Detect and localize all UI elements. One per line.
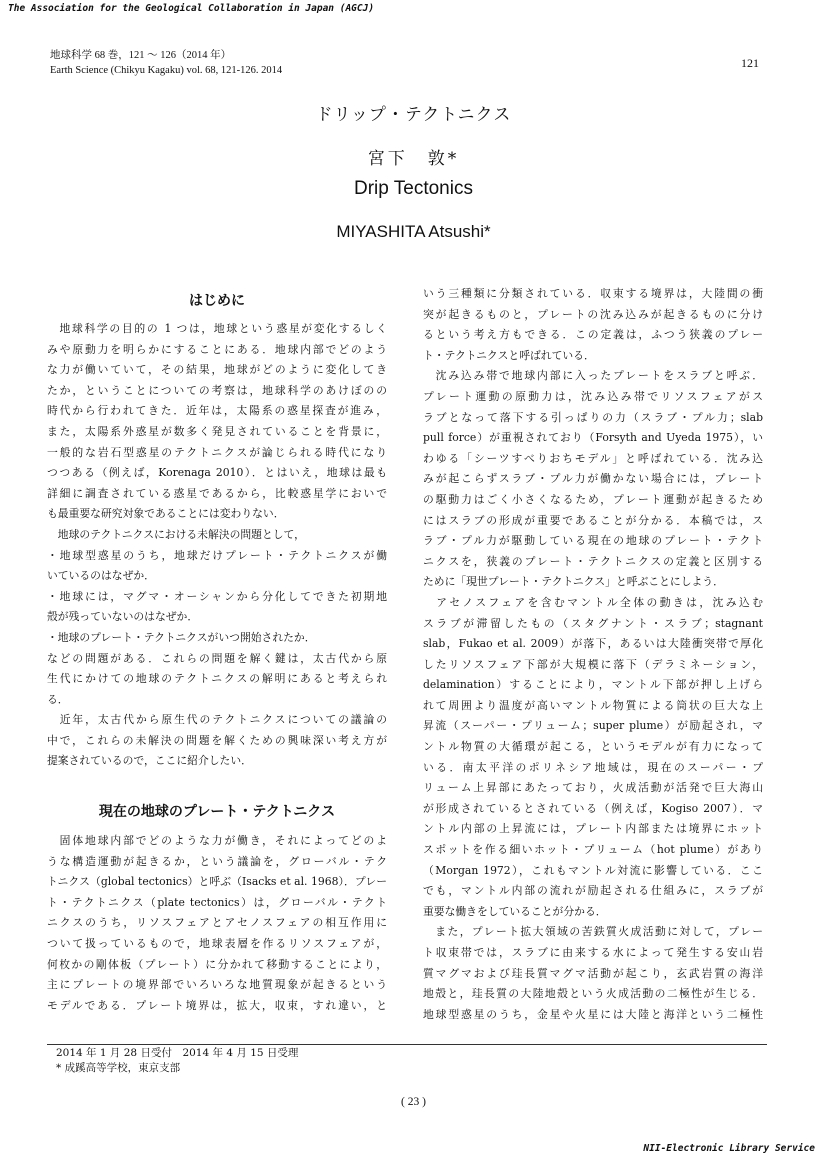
- text-line: 地殻と，珪長質の大陸地殻という火成活動の二極性が生じる．: [423, 987, 763, 1001]
- text-line: 一般的な岩石型惑星のテクトニクスが論じられる時代になり: [47, 445, 387, 459]
- text-line: ト・テクトニクスと呼ばれている．: [423, 348, 595, 362]
- text-line: モデルである．プレート境界は，拡大，収束，すれ違い，と: [47, 998, 387, 1012]
- text-line: （Morgan 1972），これもマントル対流に影響している．ここ: [423, 863, 763, 877]
- text-line: 生代にかけての地球のテクトニクスの解明にあると考えられ: [47, 672, 387, 686]
- title-english: Drip Tectonics: [354, 178, 473, 199]
- text-line: みが起こらずスラブ・プル力が働かない場合には，プレート: [423, 472, 763, 486]
- section-heading-plate-tectonics: 現在の地球のプレート・テクトニクス: [98, 804, 336, 820]
- introduction-body: [47, 319, 387, 772]
- library-service-footer: NII-Electronic Library Service: [643, 1143, 815, 1154]
- text-line: ・地球には，マグマ・オーシャンから分化してできた初期地: [47, 589, 387, 603]
- text-line: る．: [47, 692, 69, 706]
- text-line: 時代から行われてきた．近年は，太陽系の惑星探査が進み，: [47, 404, 387, 418]
- text-line: でも，マントル内部の流れが励起される仕組みに，スラブが: [423, 884, 763, 898]
- text-line: ために「現世プレート・テクトニクス」と呼ぶことにしよう．: [423, 575, 724, 589]
- journal-citation-jp: 地球科学 68 巻，121 ～ 126（2014 年）: [50, 50, 232, 61]
- text-line: いているのはなぜか．: [47, 569, 155, 583]
- text-line: スラブが滞留したもの（スタグナント・スラブ；stagnant: [423, 616, 763, 630]
- text-line: にはスラブの形成が重要であることが分かる．本稿では，ス: [423, 513, 763, 527]
- footnote-divider: [47, 1044, 767, 1045]
- text-line: 突が起きるものと，プレートの沈み込みが起きるものに分け: [423, 307, 763, 321]
- text-line: また，太陽系外惑星が数多く発見されていることを背景に，: [47, 424, 387, 438]
- text-line: 沈み込み帯で地球内部に入ったプレートをスラブと呼ぶ．: [423, 369, 763, 383]
- text-line: 近年，太古代から原生代のテクトニクスについての議論の: [47, 713, 387, 727]
- text-line: たか，ということについての考察は，地球科学のあけぼのの: [47, 383, 387, 397]
- text-line: また，プレート拡大領域の苦鉄質火成活動に対して，プレー: [423, 925, 763, 939]
- text-line: 提案されているので，ここに紹介したい．: [47, 754, 252, 768]
- plate-tectonics-body: [47, 831, 387, 1016]
- text-line: ントル内部の上昇流には，プレート内部または境界にホット: [423, 822, 763, 836]
- text-line: つつある（例えば，Korenaga 2010）．とはいえ，地球は最も: [47, 466, 387, 480]
- text-line: れて周囲より温度が高いマントル物質による筒状の巨大な上: [423, 698, 763, 712]
- author-affiliation: * 成蹊高等学校，東京支部: [56, 1062, 181, 1074]
- text-line: ニクスのうち，リソスフェアとアセノスフェアの相互作用に: [47, 916, 387, 930]
- text-line: ト・テクトニクス（plate tectonics）は，グローバル・テクト: [47, 895, 387, 909]
- text-line: ・地球のプレート・テクトニクスがいつ開始されたか．: [47, 630, 316, 644]
- received-dates: 2014 年 1 月 28 日受付 2014 年 4 月 15 日受理: [56, 1047, 299, 1059]
- page-number: 121: [741, 56, 759, 70]
- author-japanese: 宮下 敦*: [367, 149, 460, 169]
- text-line: るという考え方もできる．この定義は，ふつう狭義のプレー: [423, 328, 763, 342]
- text-line: ニクスを，狭義のプレート・テクトニクスの定義と区別する: [423, 554, 763, 568]
- text-line: delamination）することにより，マントル下部が押し上げら: [423, 678, 763, 692]
- author-english: MIYASHITA Atsushi*: [336, 222, 491, 241]
- text-line: slab，Fukao et al. 2009）が落下，あるいは大陸衝突帯で厚化: [423, 637, 763, 651]
- text-line: 重要な働きをしていることが分かる．: [423, 904, 607, 918]
- text-line: な力が働いていて，その結果，地球がどのように変化してき: [47, 363, 387, 377]
- section-heading-introduction: はじめに: [189, 293, 245, 309]
- text-line: うな構造運動が起きるか，という議論を，グローバル・テク: [47, 854, 387, 868]
- text-line: トニクス（global tectonics）と呼ぶ（Isacks et al. 1968）．プレー: [47, 875, 387, 889]
- text-line: アセノスフェアを含むマントル全体の動きは，沈み込む: [423, 595, 763, 609]
- publisher-banner: The Association for the Geological Collaboration in Japan (AGCJ): [8, 3, 375, 14]
- text-line: 何枚かの剛体板（プレート）に分かれて移動することにより，: [47, 957, 387, 971]
- text-line: 主にプレートの境界部でいろいろな地質現象が起きるという: [47, 978, 387, 992]
- text-line: も最重要な研究対象であることには変わりない．: [47, 507, 285, 521]
- text-line: が形成されているとされている（例えば，Kogiso 2007）．マ: [423, 801, 763, 815]
- title-japanese: ドリップ・テクトニクス: [315, 105, 512, 125]
- text-line: 地球のテクトニクスにおける未解決の問題として，: [47, 527, 305, 541]
- text-line: ついて扱っているもので，地球表層を作るリソスフェアが，: [47, 936, 387, 950]
- text-line: ト収束帯では，スラブに由来する水によって発生する安山岩: [423, 946, 763, 959]
- right-column-body: [423, 284, 763, 1025]
- footnote: [56, 1046, 298, 1076]
- text-line: 中で，これらの未解決の問題を解くための興味深い考え方が: [47, 733, 387, 747]
- text-line: ントル物質の大循環が起こる，というモデルが有力になって: [423, 740, 763, 754]
- text-line: わゆる「シーツすべりおちモデル」と呼ばれている．沈み込: [423, 451, 763, 465]
- text-line: の駆動力はごく小さくなるため，プレート運動が起きるため: [423, 492, 763, 506]
- text-line: みや原動力を明らかにすることにある．地球内部でどのよう: [47, 342, 387, 356]
- text-line: 詳細に調査されている惑星であるから，比較惑星学においで: [47, 486, 387, 500]
- text-line: などの問題がある．これらの問題を解く鍵は，太古代から原: [47, 651, 387, 665]
- text-line: ・地球型惑星のうち，地球だけプレート・テクトニクスが働: [47, 548, 387, 562]
- text-line: スポットを作る細いホット・プリューム（hot plume）があり: [423, 843, 763, 857]
- text-line: したリソスフェア下部が大規模に落下（デラミネーション，: [423, 657, 763, 671]
- text-line: いう三種類に分類されている．収束する境界は，大陸間の衝: [423, 287, 763, 300]
- text-line: リューム上昇部にあたっており，火成活動が活発で巨大海山: [423, 781, 763, 795]
- text-line: 地球科学の目的の 1 つは，地球という惑星が変化するしく: [47, 322, 387, 335]
- text-line: 殻が残っていないのはなぜか．: [47, 610, 199, 624]
- text-line: 地球型惑星のうち，金星や火星には大陸と海洋という二極性: [423, 1007, 763, 1021]
- text-line: 質マグマおよび珪長質マグマ活動が起こり，玄武岩質の海洋: [423, 966, 763, 980]
- text-line: プレート運動の原動力は，沈み込み帯でリソスフェアがス: [423, 389, 763, 403]
- journal-citation-en: Earth Science (Chikyu Kagaku) vol. 68, 121-126. 2014: [50, 65, 283, 76]
- text-line: いる．南太平洋のポリネシア地域は，現在のスーパー・プ: [423, 760, 763, 774]
- text-line: pull force）が重視されており（Forsyth and Uyeda 1975），い: [423, 431, 763, 445]
- journal-citation: [50, 48, 282, 78]
- page-footer-number: ( 23 ): [401, 1096, 426, 1108]
- text-line: 固体地球内部でどのような力が働き，それによってどのよ: [47, 834, 387, 847]
- text-line: ラブとなって落下する引っぱりの力（スラブ・プル力；slab: [423, 410, 763, 424]
- text-line: ラブ・プル力が駆動している現在の地球のプレート・テクト: [423, 534, 763, 548]
- text-line: 昇流（スーパー・プリューム；super plume）が励起され，マ: [423, 719, 763, 733]
